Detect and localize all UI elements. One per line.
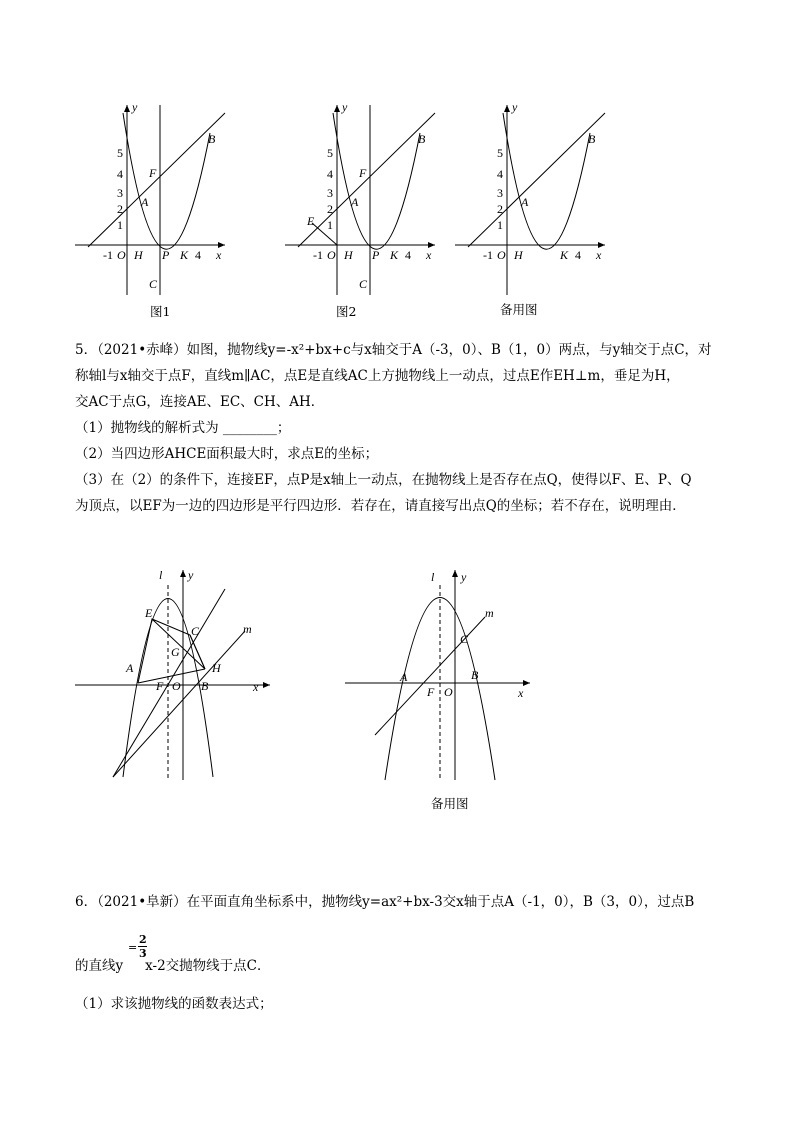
q6-frac-den: 3: [139, 947, 147, 960]
label-5: 5: [497, 146, 503, 160]
label-3: 3: [497, 186, 503, 200]
figure-backup: [455, 100, 605, 295]
label-4x: 4: [575, 248, 581, 262]
label-A: A: [351, 195, 359, 209]
q5-label-C: C: [191, 624, 200, 638]
label-C: C: [359, 277, 368, 291]
label-x: x: [596, 248, 602, 262]
q6-line2: [75, 956, 271, 976]
label-origin: O: [497, 248, 506, 262]
q5b-label-O: O: [444, 685, 453, 699]
label-B: B: [418, 132, 426, 146]
label-H: H: [514, 248, 523, 262]
q5-label-B: B: [201, 679, 209, 693]
q6-line1: [75, 892, 694, 912]
q5-sub3a: （3）在（2）的条件下，连接EF，点P是x轴上一动点，在抛物线上是否存在点Q，使得以F、E、P、Q: [75, 472, 692, 488]
label-5: 5: [327, 146, 333, 160]
q6-line2-post: x-2交抛物线于点C．: [145, 958, 271, 974]
label-P: P: [162, 248, 170, 262]
q5-label-m: m: [243, 622, 252, 636]
q5b-label-m: m: [485, 606, 494, 620]
figure-2: [285, 100, 435, 295]
label-K: K: [180, 248, 189, 262]
q5-label-A: A: [126, 661, 134, 675]
q5-line2: 称轴l与x轴交于点F，直线m∥AC，点E是直线AC上方抛物线上一动点，过点E作EH⊥m，垂足为H，: [75, 368, 680, 384]
q6-frac-num: 2: [139, 933, 147, 946]
q5-line3: 交AC于点G，连接AE、EC、CH、AH．: [75, 394, 325, 410]
label-A: A: [521, 195, 529, 209]
q6-frac-eq: =: [128, 941, 138, 954]
label-4x: 4: [405, 248, 411, 262]
q5-text1: 如图，抛物线y=-x²+bx+c与x轴交于A（-3，0）、B（1，0）两点，与y轴交于点C，对: [186, 342, 712, 358]
q6-source: （2021•阜新）: [97, 894, 187, 910]
label-1: 1: [497, 218, 503, 232]
q5-label-y: y: [188, 568, 194, 582]
label-K: K: [560, 248, 569, 262]
label-2: 2: [497, 202, 503, 216]
q6-sub1: （1）求该抛物线的函数表达式；: [75, 996, 273, 1012]
label-E: E: [307, 214, 315, 228]
label-F: F: [149, 166, 157, 180]
label-B: B: [588, 132, 596, 146]
q5-sub3b: 为顶点，以EF为一边的四边形是平行四边形．若存在，请直接写出点Q的坐标；若不存在，说明理由．: [75, 498, 686, 514]
q5b-label-C: C: [460, 632, 469, 646]
label-2: 2: [327, 202, 333, 216]
q5b-label-l: l: [431, 570, 435, 584]
label-y: y: [512, 100, 518, 114]
q5b-label-y: y: [461, 570, 467, 584]
q5-figure-main: [75, 565, 285, 785]
label-1: 1: [327, 218, 333, 232]
label-F: F: [359, 166, 367, 180]
label-neg1: -1: [103, 248, 113, 262]
label-y: y: [132, 100, 138, 114]
label-C: C: [149, 277, 158, 291]
q6-text1: 在平面直角坐标系中，抛物线y=ax²+bx-3交x轴于点A（-1，0），B（3，0），过点B: [186, 894, 695, 910]
label-H: H: [134, 248, 143, 262]
label-3: 3: [117, 186, 123, 200]
q5-label-x: x: [253, 680, 259, 694]
caption-fig1: 图1: [150, 304, 171, 319]
q5-sub2: （2）当四边形AHCE面积最大时，求点E的坐标；: [75, 446, 379, 462]
label-5: 5: [117, 146, 123, 160]
top-figures: [60, 95, 620, 325]
q5-line1: [75, 340, 712, 360]
label-y: y: [342, 100, 348, 114]
label-B: B: [208, 132, 216, 146]
label-origin: O: [117, 248, 126, 262]
figure-1: [75, 100, 225, 295]
q5-label-F: F: [156, 679, 164, 693]
q6-line2-pre: 的直线y: [75, 958, 124, 974]
label-4: 4: [327, 167, 333, 181]
label-1: 1: [117, 218, 123, 232]
q5-label-H: H: [212, 661, 221, 675]
q5-label-O: O: [172, 679, 181, 693]
q5b-label-F: F: [427, 685, 435, 699]
label-4: 4: [497, 167, 503, 181]
label-P: P: [372, 248, 380, 262]
label-origin: O: [327, 248, 336, 262]
q5-figure-backup: [345, 565, 545, 785]
caption-backup: 备用图: [500, 302, 538, 317]
caption-fig2: 图2: [336, 304, 357, 319]
label-x: x: [216, 248, 222, 262]
label-4: 4: [117, 167, 123, 181]
label-neg1: -1: [313, 248, 323, 262]
q5-backup-caption: 备用图: [431, 796, 469, 811]
label-K: K: [390, 248, 399, 262]
q5b-label-x: x: [518, 686, 524, 700]
q6-number: 6．: [75, 894, 98, 910]
label-4x: 4: [195, 248, 201, 262]
label-neg1: -1: [483, 248, 493, 262]
q5-sub1: （1）抛物线的解析式为 ________；: [75, 420, 291, 436]
label-2: 2: [117, 202, 123, 216]
q5-number: 5．: [75, 342, 98, 358]
q5-source: （2021•赤峰）: [97, 342, 187, 358]
q5b-label-A: A: [400, 670, 408, 684]
label-x: x: [426, 248, 432, 262]
q5-label-l: l: [159, 568, 163, 582]
q5-label-G: G: [171, 645, 180, 659]
label-H: H: [344, 248, 353, 262]
label-3: 3: [327, 186, 333, 200]
label-A: A: [141, 195, 149, 209]
q5b-label-B: B: [471, 668, 479, 682]
q5-label-E: E: [145, 606, 153, 620]
